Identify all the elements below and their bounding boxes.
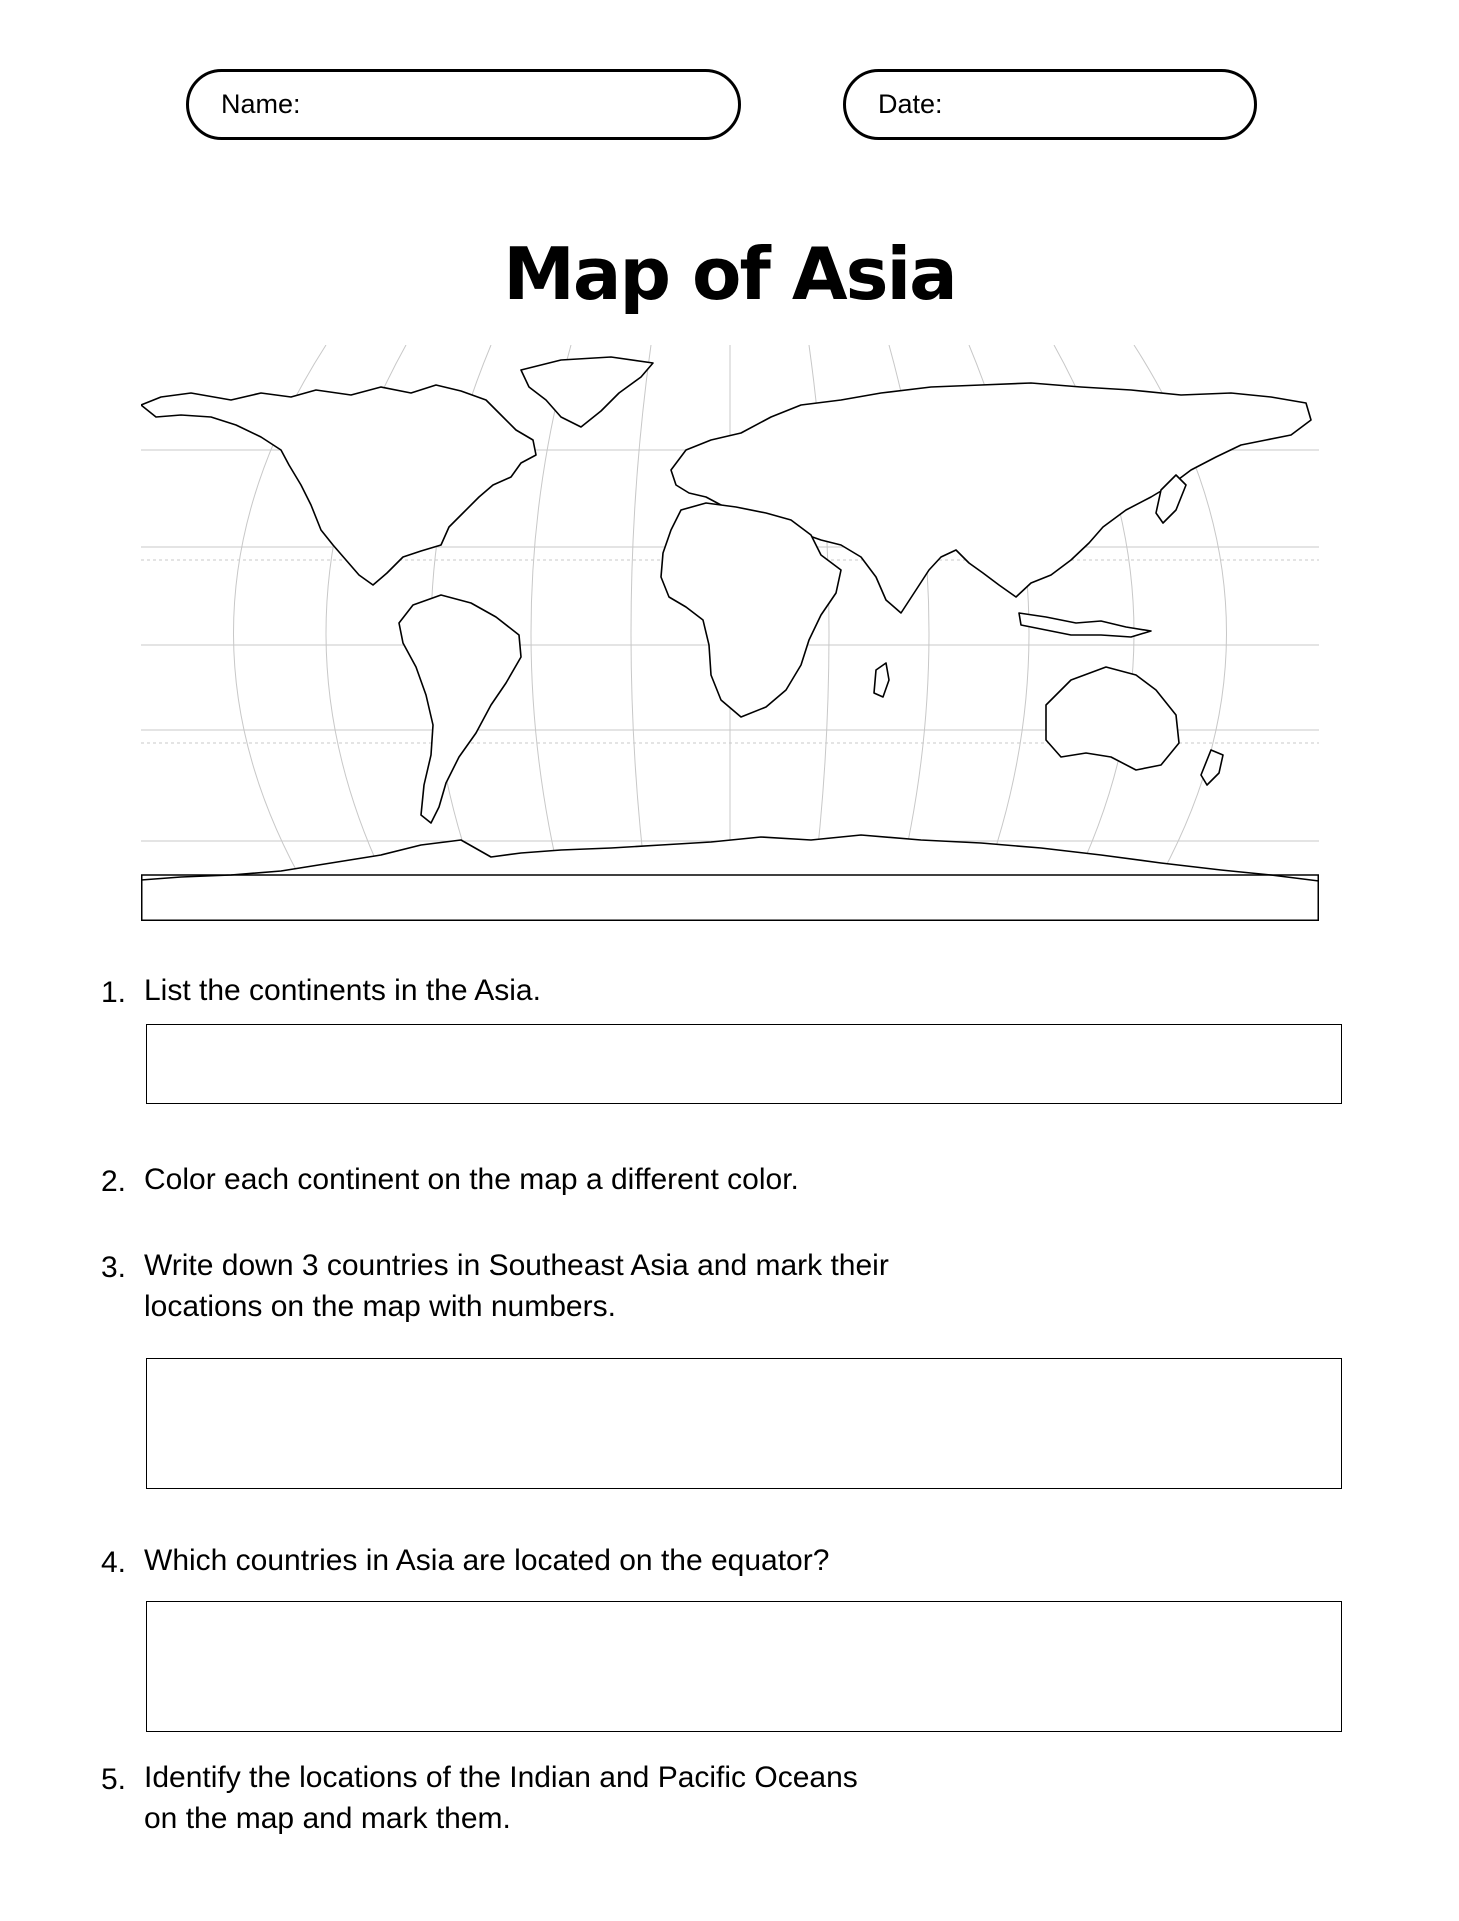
antarctica-outline (141, 835, 1319, 921)
answer-box-1[interactable] (146, 1024, 1342, 1104)
question-3-text: Write down 3 countries in Southeast Asia and mark their locations on the map with numbers. (144, 1249, 889, 1323)
new-zealand-outline (1201, 750, 1223, 785)
australia-outline (1046, 667, 1179, 770)
answer-box-3[interactable] (146, 1358, 1342, 1489)
question-5-number: 5. (101, 1763, 127, 1796)
madagascar-outline (874, 663, 889, 697)
question-3-number: 3. (101, 1251, 127, 1284)
answer-box-4[interactable] (146, 1601, 1342, 1732)
question-1-number: 1. (101, 976, 127, 1009)
question-2-text: Color each continent on the map a different color. (144, 1163, 799, 1196)
north-america-outline (141, 385, 536, 585)
greenland-outline (521, 357, 653, 427)
name-label: Name: (221, 89, 301, 119)
page-title: Map of Asia (503, 232, 956, 316)
question-4-text: Which countries in Asia are located on the equator? (144, 1544, 830, 1577)
name-field[interactable] (186, 69, 741, 140)
question-1-text: List the continents in the Asia. (144, 974, 541, 1007)
question-4-number: 4. (101, 1546, 127, 1579)
indonesia-outline (1019, 613, 1151, 637)
question-5-text: Identify the locations of the Indian and Pacific Oceans on the map and mark them. (144, 1761, 858, 1835)
world-map (141, 345, 1319, 921)
south-america-outline (399, 595, 521, 823)
date-label: Date: (878, 89, 943, 119)
question-2-number: 2. (101, 1165, 127, 1198)
date-field[interactable] (843, 69, 1257, 140)
